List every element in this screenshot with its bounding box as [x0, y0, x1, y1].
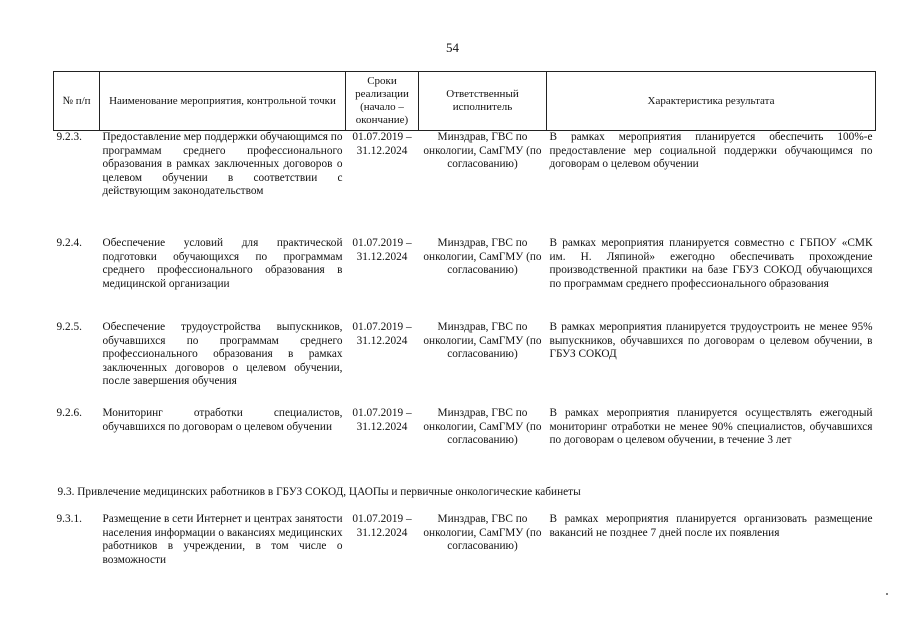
row-number: 9.2.4. — [56, 237, 82, 249]
row-number: 9.2.6. — [56, 407, 82, 419]
activity-term: 01.07.2019 – 31.12.2024 — [352, 321, 412, 347]
activity-result: В рамках мероприятия планируется организовать размещение вакансий не позднее 7 дней после их появления — [549, 513, 873, 539]
table-header-row — [54, 72, 876, 131]
activity-responsible: Минздрав, ГВС по онкологии, СамГМУ (по согласованию) — [423, 513, 542, 552]
activity-name: Предоставление мер поддержки обучающимся по программам среднего профессионального образования в рамках заключенных договоров о целевом обучении в соответствии с действующим законодательством — [102, 131, 343, 197]
activity-name: Размещение в сети Интернет и центрах занятости населения информации о вакансиях медицинских работников в учреждении, в том числе о возможности — [102, 513, 343, 566]
table-row — [54, 507, 876, 573]
header-name: Наименование мероприятия, контрольной точки — [100, 72, 346, 131]
activity-name: Мониторинг отработки специалистов, обучавшихся по договорам о целевом обучении — [102, 407, 343, 433]
scan-speck — [886, 593, 888, 595]
activity-result: В рамках мероприятия планируется осуществлять ежегодный мониторинг отработки не менее 90% специалистов, обучавшихся по договорам о целевом обучении, в течение 3 лет — [549, 407, 873, 446]
table-row — [54, 131, 876, 238]
activity-responsible: Минздрав, ГВС по онкологии, СамГМУ (по согласованию) — [423, 131, 542, 170]
activity-name: Обеспечение условий для практической подготовки обучающихся по программам среднего профессионального образования в медицинской организации — [102, 237, 343, 290]
header-num: № п/п — [54, 72, 100, 131]
activity-term: 01.07.2019 – 31.12.2024 — [352, 407, 412, 433]
section-row — [54, 479, 876, 507]
activity-result: В рамках мероприятия планируется трудоустроить не менее 95% выпускников, обучавшихся по договорам о целевом обучении, в ГБУЗ СОКОД — [549, 321, 873, 360]
row-number: 9.2.3. — [56, 131, 82, 143]
table-row — [54, 237, 876, 321]
activity-term: 01.07.2019 – 31.12.2024 — [352, 237, 412, 263]
header-term: Сроки реализации (начало – окончание) — [346, 72, 419, 131]
activity-result: В рамках мероприятия планируется совместно с ГБПОУ «СМК им. Н. Ляпиной» ежегодно обеспечивать прохождение производственной практики на базе ГБУЗ СОКОД обучающихся по программам среднего профессионального образования — [549, 237, 873, 290]
activity-term: 01.07.2019 – 31.12.2024 — [352, 513, 412, 539]
activity-name: Обеспечение трудоустройства выпускников, обучавшихся по программам среднего профессионального образования в рамках заключенных договоров о целевом обучении, после завершения обучения — [102, 321, 343, 387]
header-result: Характеристика результата — [547, 72, 876, 131]
activity-responsible: Минздрав, ГВС по онкологии, СамГМУ (по согласованию) — [423, 321, 542, 360]
page-number: 54 — [446, 40, 459, 55]
activity-table — [53, 71, 876, 573]
header-responsible: Ответственный исполнитель — [419, 72, 547, 131]
table-row — [54, 321, 876, 407]
activity-result: В рамках мероприятия планируется обеспечить 100%-е предоставление мер социальной поддержки обучающимся по договорам о целевом обучении — [549, 131, 873, 170]
row-number: 9.2.5. — [56, 321, 82, 333]
section-title: 9.3. Привлечение медицинских работников в ГБУЗ СОКОД, ЦАОПы и первичные онкологические кабинеты — [57, 486, 581, 499]
table-row — [54, 407, 876, 479]
activity-responsible: Минздрав, ГВС по онкологии, СамГМУ (по согласованию) — [423, 237, 542, 276]
row-number: 9.3.1. — [56, 513, 82, 525]
activity-term: 01.07.2019 – 31.12.2024 — [352, 131, 412, 157]
activity-responsible: Минздрав, ГВС по онкологии, СамГМУ (по согласованию) — [423, 407, 542, 446]
